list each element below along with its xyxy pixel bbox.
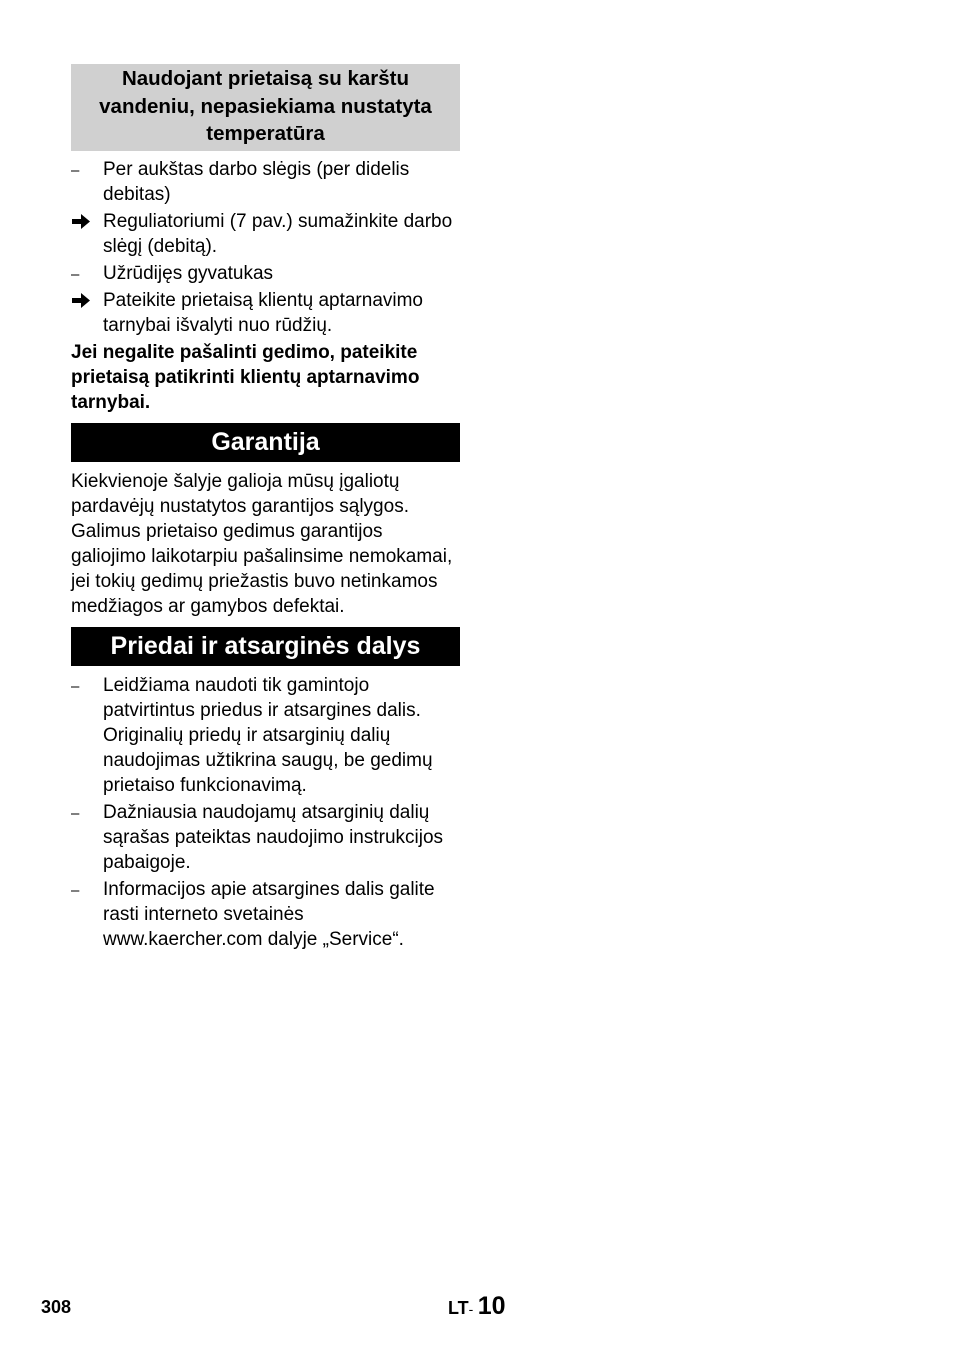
list-item [71, 673, 460, 798]
section-page-label [448, 1292, 506, 1321]
content-column [71, 64, 460, 954]
list-item-text: Dažniausia naudojamų atsarginių dalių sąrašas pateiktas naudojimo instrukcijos pabaigoje. [103, 801, 444, 873]
dash-bullet-icon: – [71, 677, 80, 695]
dash-bullet-icon: – [71, 161, 80, 179]
list-item [71, 288, 460, 338]
dash-bullet-icon: – [71, 804, 80, 822]
separator: - [468, 1301, 474, 1317]
list-item-text: Per aukštas darbo slėgis (per didelis debitas) [103, 158, 410, 205]
accessories-heading: Priedai ir atsarginės dalys [71, 627, 460, 666]
service-note: Jei negalite pašalinti gedimo, pateikite prietaisą patikrinti klientų aptarnavimo tarnybai. [71, 341, 420, 413]
troubleshooting-heading: Naudojant prietaisą su karštu vandeniu, nepasiekiama nustatyta temperatūra [71, 64, 460, 151]
list-item-text: Pateikite prietaisą klientų aptarnavimo tarnybai išvalyti nuo rūdžių. [103, 289, 424, 336]
page-number: 308 [41, 1297, 72, 1317]
language-code: LT [448, 1298, 469, 1318]
list-item-text: Leidžiama naudoti tik gamintojo patvirtintus priedus ir atsargines dalis. Originalių priedų ir atsarginių dalių naudojimas užtikrina saugų, be gedimų prietaiso funkcionavimą. [103, 674, 433, 796]
warranty-text: Kiekvienoje šalyje galioja mūsų įgaliotų pardavėjų nustatytos garantijos sąlygos. Galimus prietaiso gedimus garantijos galiojimo laikotarpiu pašalinsime nemokamai, jei tokių gedimų priežastis buvo netinkamos medžiagos ar gamybos defektai. [71, 470, 453, 617]
list-item [71, 209, 460, 259]
section-page-number: 10 [477, 1292, 506, 1320]
warranty-heading: Garantija [71, 423, 460, 462]
list-item [71, 157, 460, 207]
dash-bullet-icon: – [71, 265, 80, 283]
list-item [71, 800, 460, 875]
dash-bullet-icon: – [71, 881, 80, 899]
list-item [71, 261, 460, 286]
list-item [71, 877, 460, 952]
list-item-text: Užrūdijęs gyvatukas [103, 262, 274, 284]
list-item-text: Reguliatoriumi (7 pav.) sumažinkite darbo slėgį (debitą). [103, 210, 453, 257]
list-item-text: Informacijos apie atsargines dalis galite rasti interneto svetainės www.kaercher.com dalyje „Service“. [103, 878, 435, 950]
